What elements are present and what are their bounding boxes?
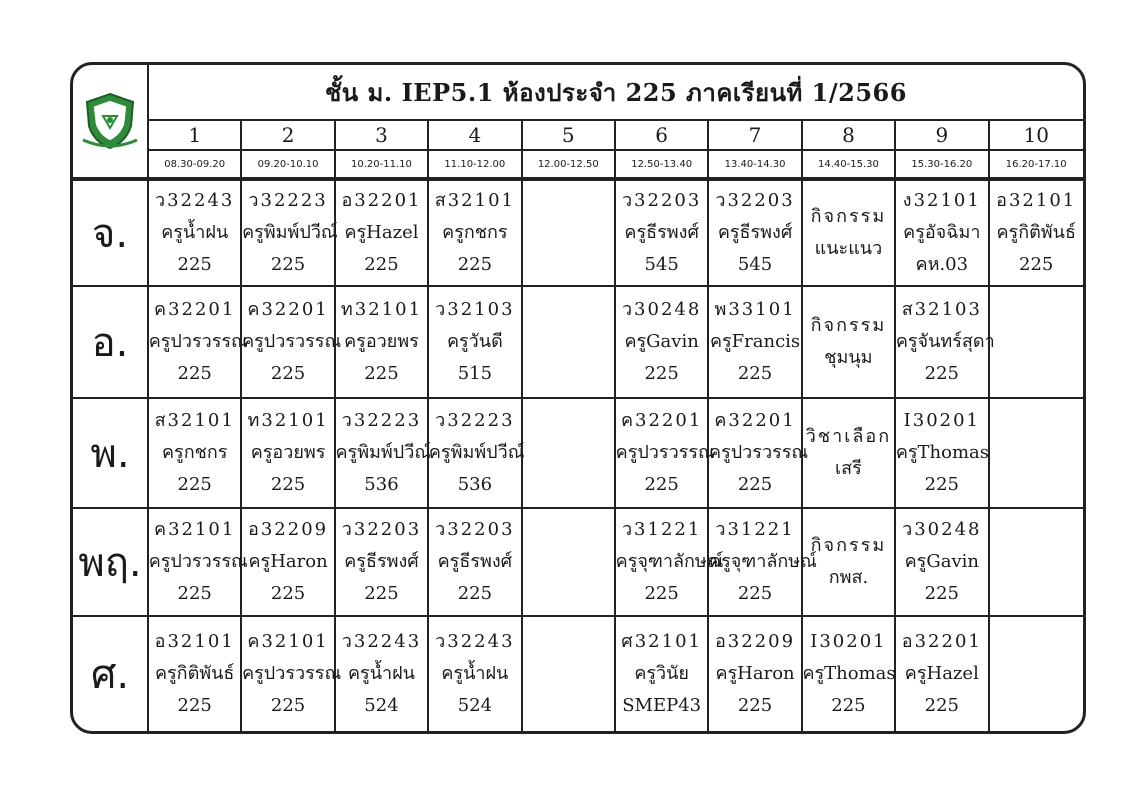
slot-code: วิชาเลือก [805,426,892,447]
slot-code: ค32101 [247,631,329,652]
slot-teacher: ครูปวรวรรณ [709,442,809,463]
class-slot [523,509,616,617]
slot-teacher: ครูน้ำฝน [441,663,509,684]
period-time: 09.20-10.10 [242,151,335,181]
slot-code: ว32243 [341,631,422,652]
slot-teacher: ชุมนุม [824,347,873,368]
school-logo [73,65,149,181]
class-slot [428,399,525,509]
day-label: พ. [73,399,149,509]
period-time: 13.40-14.30 [709,151,802,181]
class-slot [709,181,802,287]
period-number: 5 [523,121,616,151]
slot-room: 225 [831,695,866,716]
slot-code: กิจกรรม [810,535,887,556]
slot-room: 225 [644,474,679,495]
class-slot [242,287,342,399]
period-time: 12.00-12.50 [523,151,616,181]
slot-teacher: ครูจุฑาลักษณ์ [709,551,817,572]
class-slot [523,399,616,509]
slot-teacher: ครูกชกร [162,442,228,463]
slot-room: 524 [364,695,399,716]
class-slot [336,287,429,399]
slot-code: ค32101 [154,519,236,540]
period-time: 12.50-13.40 [616,151,709,181]
slot-teacher: ครูกชกร [442,222,508,243]
period-number: 8 [803,121,896,151]
class-slot [336,509,429,617]
slot-room: 225 [270,583,306,604]
class-slot [896,399,989,509]
slot-code: ง32101 [902,190,981,211]
slot-room: 545 [737,254,773,275]
class-slot [148,287,248,399]
class-slot [149,617,242,731]
slot-code: อ32209 [248,519,329,540]
class-slot [429,181,522,287]
slot-room: 225 [457,583,493,604]
slot-teacher: กพส. [828,567,869,588]
slot-room: 225 [737,583,773,604]
class-slot [895,287,995,399]
class-slot [803,509,896,617]
slot-code: ศ32101 [621,631,702,652]
slot-room: 225 [364,363,399,384]
period-time: 11.10-12.00 [429,151,522,181]
class-slot [803,287,896,399]
class-slot [896,617,989,731]
slot-code: กิจกรรม [810,315,887,336]
slot-room: 536 [457,474,493,495]
slot-teacher: ครูอัจฉิมา [903,222,981,243]
slot-teacher: ครูธีรพงศ์ [717,222,793,243]
slot-code: ว32203 [715,190,795,211]
slot-room: 225 [177,695,212,716]
class-slot [709,509,817,617]
slot-room: 225 [924,474,959,495]
day-label: พฤ. [73,509,149,617]
slot-room: 225 [177,583,212,604]
slot-code: ค32201 [247,299,329,320]
class-slot [803,617,896,731]
slot-code: ว32103 [435,299,515,320]
slot-room: 225 [644,583,679,604]
class-slot [990,617,1083,731]
class-slot [615,509,724,617]
slot-teacher: เสรี [835,458,862,479]
slot-room: คห.03 [915,254,969,275]
slot-teacher: ครูพิมพ์ปวีณ์ [242,222,338,243]
class-slot [990,181,1083,287]
slot-code: พ33101 [714,299,796,320]
class-slot [616,287,709,399]
slot-code: ท32101 [247,410,329,431]
class-slot [709,399,809,509]
slot-teacher: ครูปวรวรรณ [148,331,248,352]
class-slot [523,287,616,399]
slot-room: 225 [177,474,212,495]
slot-room: 225 [924,695,959,716]
class-slot [335,399,432,509]
slot-code: ว32223 [435,410,515,431]
slot-teacher: ครูธีรพงศ์ [437,551,513,572]
class-slot [990,399,1083,509]
slot-room: 225 [364,254,399,275]
slot-room: 225 [737,695,773,716]
period-time: 14.40-15.30 [803,151,896,181]
slot-room: 225 [364,583,399,604]
day-label: ศ. [73,617,149,731]
class-slot [429,287,522,399]
slot-code: อ32209 [715,631,796,652]
period-time: 10.20-11.10 [336,151,429,181]
school-shield-logo-icon [81,90,139,152]
class-slot [709,287,802,399]
class-slot [896,181,989,287]
slot-room: 524 [457,695,493,716]
slot-code: อ32201 [341,190,422,211]
slot-code: ค32201 [714,410,796,431]
slot-code: อ32201 [901,631,982,652]
slot-room: 225 [924,583,959,604]
slot-code: ว32203 [341,519,422,540]
period-number: 2 [242,121,335,151]
class-slot [523,617,616,731]
slot-teacher: ครูจันทร์สุดา [895,331,995,352]
class-slot [336,181,429,287]
slot-code: ว30248 [621,299,702,320]
class-slot [990,509,1083,617]
slot-room: 225 [457,254,493,275]
slot-code: ค32201 [154,299,236,320]
class-slot [709,617,802,731]
slot-teacher: ครูปวรวรรณ [615,442,715,463]
slot-room: 225 [177,363,212,384]
slot-code: I30201 [903,410,980,431]
class-slot [242,509,335,617]
slot-code: ว32203 [621,190,702,211]
period-time: 16.20-17.10 [990,151,1083,181]
slot-code: I30201 [810,631,887,652]
slot-teacher: ครูปวรวรรณ [242,663,342,684]
period-time: 08.30-09.20 [149,151,242,181]
slot-teacher: ครูธีรพงศ์ [624,222,699,243]
slot-teacher: ครูน้ำฝน [161,222,229,243]
slot-room: 536 [364,474,399,495]
slot-room: 225 [270,363,306,384]
slot-code: ว30248 [902,519,982,540]
period-number: 7 [709,121,802,151]
slot-teacher: ครูHazel [904,663,979,684]
class-slot [615,399,715,509]
slot-code: ว31221 [621,519,702,540]
slot-code: อ32101 [996,190,1077,211]
class-slot [803,399,896,509]
slot-teacher: ครูGavin [624,331,699,352]
slot-code: ว32203 [435,519,515,540]
slot-code: ส32101 [434,190,515,211]
slot-teacher: ครูThomas [802,663,896,684]
slot-room: SMEP43 [622,695,702,716]
slot-teacher: ครูHaron [248,551,328,572]
class-slot [616,617,709,731]
slot-code: ว32223 [248,190,328,211]
timetable-grid [73,65,1083,731]
slot-room: 225 [1019,254,1054,275]
period-number: 1 [149,121,242,151]
class-slot [242,399,335,509]
slot-teacher: ครูThomas [895,442,990,463]
period-time: 15.30-16.20 [896,151,989,181]
class-slot [429,509,522,617]
class-slot [803,181,896,287]
slot-code: ว31221 [715,519,795,540]
slot-teacher: ครูHazel [344,222,419,243]
slot-teacher: ครูกิติพันธ์ [154,663,235,684]
slot-teacher: ครูวันดี [446,331,503,352]
slot-room: 225 [737,363,773,384]
period-number: 9 [896,121,989,151]
class-slot [148,509,248,617]
class-slot [990,287,1083,399]
slot-code: ส32103 [901,299,982,320]
slot-teacher: ครูวินัย [634,663,689,684]
slot-teacher: ครูพิมพ์ปวีณ์ [335,442,432,463]
day-label: อ. [73,287,149,399]
slot-teacher: ครูปวรวรรณ [242,331,342,352]
timetable-title: ชั้น ม. IEP5.1 ห้องประจำ 225 ภาคเรียนที่ 1/2566 [149,65,1083,121]
slot-teacher: ครูGavin [904,551,979,572]
slot-code: ค32201 [620,410,703,431]
slot-teacher: แนะแนว [814,238,883,259]
class-slot [242,617,342,731]
class-slot [149,399,242,509]
slot-room: 225 [177,254,212,275]
slot-room: 225 [644,363,679,384]
class-slot [149,181,242,287]
slot-teacher: ครูปวรวรรณ [148,551,248,572]
slot-code: ท32101 [340,299,423,320]
slot-teacher: ครูจุฑาลักษณ์ [615,551,724,572]
period-number: 4 [429,121,522,151]
slot-teacher: ครูอวยพร [344,331,419,352]
slot-teacher: ครูอวยพร [250,442,326,463]
slot-teacher: ครูHaron [715,663,795,684]
class-slot [523,181,616,287]
period-number: 3 [336,121,429,151]
class-slot [429,617,522,731]
slot-code: ส32101 [154,410,235,431]
timetable-frame [70,62,1086,734]
slot-code: กิจกรรม [810,206,887,227]
slot-code: ว32243 [155,190,235,211]
class-slot [616,181,709,287]
slot-room: 225 [270,695,306,716]
slot-code: ว32223 [341,410,422,431]
slot-teacher: ครูพิมพ์ปวีณ์ [428,442,525,463]
slot-teacher: ครูกิติพันธ์ [996,222,1076,243]
slot-code: อ32101 [154,631,235,652]
period-number: 6 [616,121,709,151]
slot-room: 225 [924,363,959,384]
slot-room: 225 [270,254,306,275]
slot-code: ว32243 [435,631,515,652]
slot-room: 545 [644,254,679,275]
slot-room: 225 [737,474,773,495]
day-label: จ. [73,181,149,287]
slot-room: 515 [457,363,493,384]
class-slot [242,181,338,287]
slot-teacher: ครูFrancis [709,331,801,352]
slot-teacher: ครูธีรพงศ์ [344,551,419,572]
slot-room: 225 [270,474,306,495]
class-slot [896,509,989,617]
slot-teacher: ครูน้ำฝน [347,663,415,684]
period-number: 10 [990,121,1083,151]
class-slot [336,617,429,731]
